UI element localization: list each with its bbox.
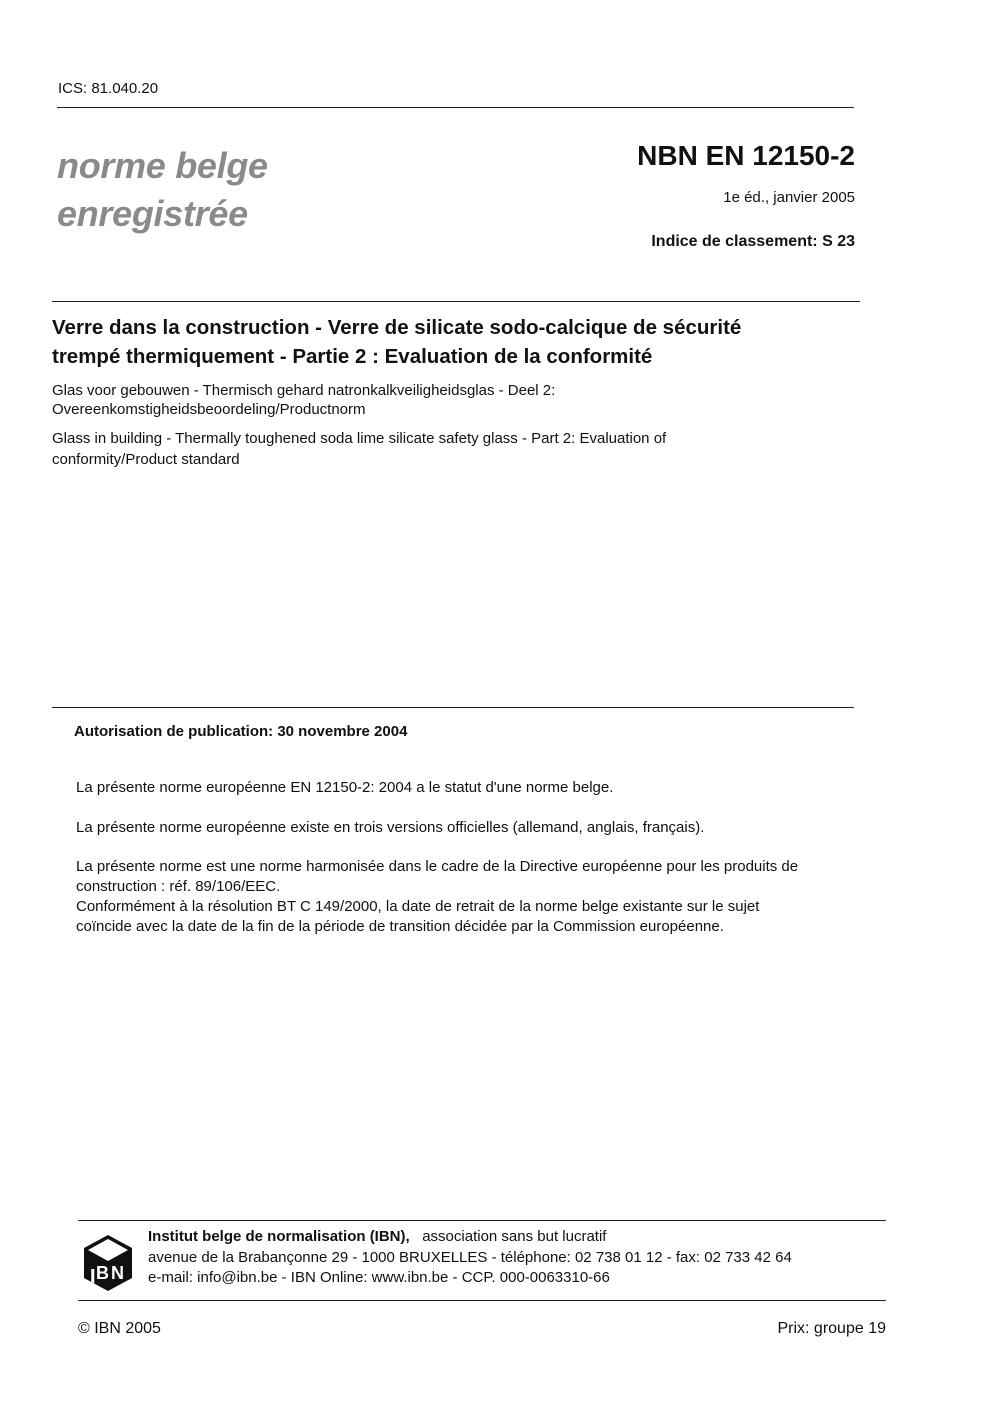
paragraph-harmonised-line-4: coïncide avec la date de la fin de la période de transition décidée par la Commission européenne.	[76, 918, 724, 935]
ics-code: ICS: 81.040.20	[58, 80, 159, 97]
brand-line-2: enregistrée	[57, 193, 248, 234]
copyright: © IBN 2005	[78, 1320, 161, 1337]
ibn-logo	[82, 1233, 134, 1293]
paragraph-harmonised	[76, 857, 896, 937]
institute-name: Institut belge de normalisation (IBN),	[148, 1228, 410, 1245]
paragraph-harmonised-line-1: La présente norme est une norme harmonisée dans le cadre de la Directive européenne pour les produits de	[76, 858, 799, 875]
title-french-line-2: trempé thermiquement - Partie 2 : Evaluation de la conformité	[52, 345, 653, 368]
title-dutch	[52, 381, 872, 419]
price-group: Prix: groupe 19	[777, 1320, 886, 1337]
brand-line-1: norme belge	[57, 145, 268, 186]
edition: 1e éd., janvier 2005	[723, 189, 855, 206]
footer-top-divider	[78, 1220, 886, 1221]
paragraph-harmonised-line-3: Conformément à la résolution BT C 149/2000, la date de retrait de la norme belge existante sur le sujet	[76, 898, 760, 915]
svg-text:I: I	[90, 1266, 96, 1288]
header-divider	[57, 107, 854, 108]
svg-text:B: B	[96, 1263, 109, 1283]
paragraph-versions: La présente norme européenne existe en trois versions officielles (allemand, anglais, français).	[76, 819, 705, 836]
svg-text:N: N	[111, 1263, 124, 1283]
institute-type: association sans but lucratif	[422, 1228, 607, 1245]
body-divider	[52, 707, 854, 708]
title-french	[52, 313, 872, 371]
classification-index: Indice de classement: S 23	[651, 233, 855, 250]
institute-address: avenue de la Brabançonne 29 - 1000 BRUXELLES - téléphone: 02 738 01 12 - fax: 02 733 42 64	[148, 1249, 792, 1266]
title-english-line-1: Glass in building - Thermally toughened soda lime silicate safety glass - Part 2: Evaluation of	[52, 430, 667, 447]
title-english-line-2: conformity/Product standard	[52, 451, 240, 468]
footer-bottom-divider	[78, 1300, 886, 1301]
ibn-logo-icon	[82, 1233, 134, 1293]
title-divider	[52, 301, 860, 302]
paragraph-status: La présente norme européenne EN 12150-2: 2004 a le statut d'une norme belge.	[76, 779, 614, 796]
title-english	[52, 428, 872, 470]
institute-contact: e-mail: info@ibn.be - IBN Online: www.ibn.be - CCP. 000-0063310-66	[148, 1269, 610, 1286]
title-dutch-line-1: Glas voor gebouwen - Thermisch gehard natronkalkveiligheidsglas - Deel 2:	[52, 382, 556, 399]
standard-number: NBN EN 12150-2	[637, 140, 855, 171]
title-dutch-line-2: Overeenkomstigheidsbeoordeling/Productnorm	[52, 401, 366, 418]
title-french-line-1: Verre dans la construction - Verre de silicate sodo-calcique de sécurité	[52, 316, 742, 339]
paragraph-harmonised-line-2: construction : réf. 89/106/EEC.	[76, 878, 281, 895]
logo-text: IBN	[82, 1233, 84, 1234]
brand-title	[57, 142, 268, 238]
institute-heading	[148, 1228, 606, 1245]
publication-authorisation: Autorisation de publication: 30 novembre 2004	[74, 723, 408, 740]
